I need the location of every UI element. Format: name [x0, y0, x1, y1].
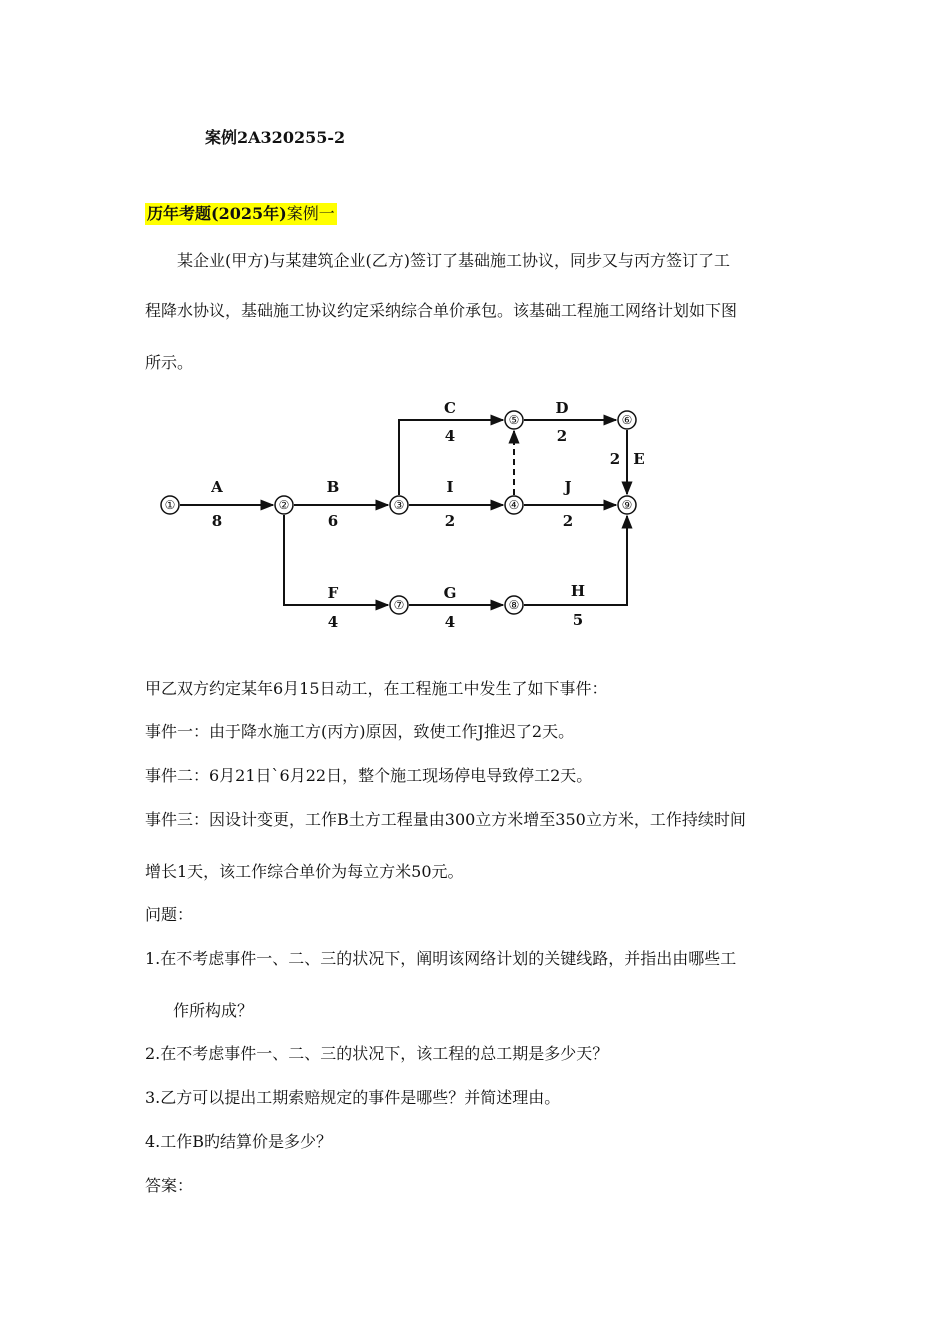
exam-heading [145, 203, 337, 225]
activity-g-duration: 4 [444, 613, 456, 631]
node-7-number: ⑦ [393, 598, 405, 612]
node-9-number: ⑨ [621, 498, 633, 512]
activity-e-name: E [633, 450, 645, 468]
event-3-line-2: 增长1天，该工作综合单价为每立方米50元。 [145, 862, 464, 881]
activity-h-name: H [570, 582, 586, 600]
node-4-number: ④ [508, 498, 520, 512]
node-3-number: ③ [393, 498, 405, 512]
questions-label: 问题： [145, 905, 194, 924]
node-2-number: ② [278, 498, 290, 512]
node-1-number: ① [164, 498, 176, 512]
event-3-line-1: 事件三：因设计变更，工作B土方工程量由300立方米增至350立方米，工作持续时间 [145, 810, 746, 829]
activity-e-duration: 2 [609, 450, 621, 468]
node-6-number: ⑥ [621, 413, 633, 427]
event-1: 事件一：由于降水施工方(丙方)原因，致使工作J推迟了2天。 [145, 722, 575, 741]
activity-c-duration: 4 [444, 427, 456, 445]
activity-j-name: J [564, 478, 572, 496]
activity-i-name: I [446, 478, 454, 496]
activity-a-name: A [211, 478, 223, 496]
case-title: 案例2A320255-2 [205, 128, 346, 147]
node-5-number: ⑤ [508, 413, 520, 427]
activity-b-duration: 6 [327, 512, 339, 530]
activity-b-name: B [326, 478, 340, 496]
activity-d-duration: 2 [556, 427, 568, 445]
intro-line-2: 程降水协议，基础施工协议约定采纳综合单价承包。该基础工程施工网络计划如下图 [145, 301, 738, 320]
node-8-number: ⑧ [508, 598, 520, 612]
question-2: 2.在不考虑事件一、二、三的状况下，该工程的总工期是多少天？ [145, 1044, 609, 1063]
activity-j-duration: 2 [562, 512, 574, 530]
intro-line-3: 所示。 [145, 353, 194, 372]
activity-f-duration: 4 [327, 613, 339, 631]
question-1-line-1: 1.在不考虑事件一、二、三的状况下，阐明该网络计划的关键线路，并指出由哪些工 [145, 949, 737, 968]
activity-g-name: G [443, 584, 457, 602]
exam-heading-highlight: 历年考题(2025年) [147, 204, 287, 223]
question-3: 3.乙方可以提出工期索赔规定的事件是哪些？并简述理由。 [145, 1088, 561, 1107]
events-intro: 甲乙双方约定某年6月15日动工，在工程施工中发生了如下事件： [145, 679, 608, 698]
activity-d-name: D [555, 399, 569, 417]
activity-a-duration: 8 [211, 512, 223, 530]
question-4: 4.工作B旳结算价是多少？ [145, 1132, 333, 1151]
activity-i-duration: 2 [444, 512, 456, 530]
network-diagram [145, 385, 665, 635]
answer-label: 答案： [145, 1176, 194, 1195]
activity-c-name: C [444, 399, 456, 417]
intro-line-1: 某企业(甲方)与某建筑企业(乙方)签订了基础施工协议，同步又与丙方签订了工 [177, 251, 730, 270]
activity-f-name: F [327, 584, 339, 602]
question-1-line-2: 作所构成？ [173, 1001, 254, 1020]
event-2: 事件二：6月21日`6月22日，整个施工现场停电导致停工2天。 [145, 766, 593, 785]
exam-heading-tail: 案例一 [286, 204, 335, 223]
activity-h-duration: 5 [572, 611, 584, 629]
